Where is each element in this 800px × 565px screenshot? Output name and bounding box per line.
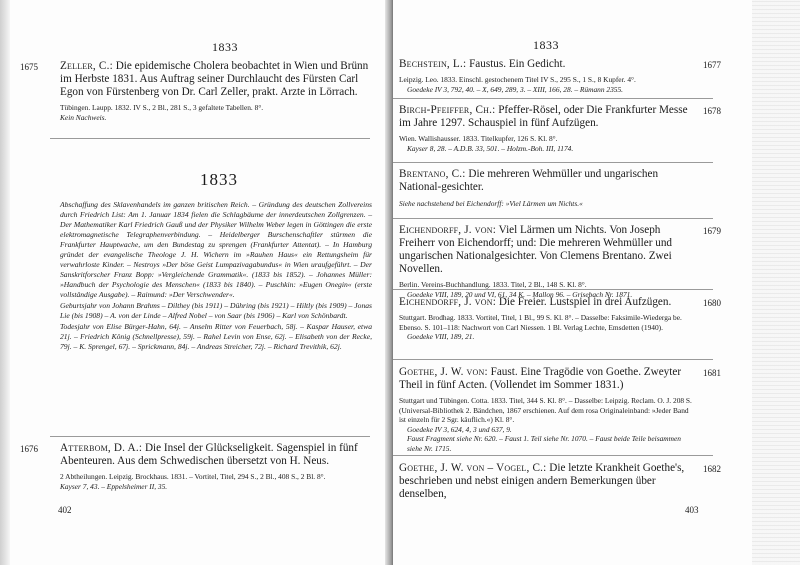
entry-title: Die Insel der Glückseligkeit. Sagenspiel in fünf Abenteuren. Aus dem Schwedischen übersetzt von H. Neus. (60, 442, 358, 467)
entry-1679 (399, 224, 721, 299)
entry-publication: Berlin. Vereins-Buchhandlung. 1833. Titel, 2 Bl., 148 S. Kl. 8°. (399, 280, 587, 289)
right-page (393, 0, 800, 565)
entry-crossref (399, 168, 697, 209)
entry-title: Die Freier. Lustspiel in drei Aufzügen. (498, 296, 672, 308)
deaths-paragraph: Todesjahr von Elise Bürger-Hahn, 64j. – Anselm Ritter von Feuerbach, 58j. – Kaspar Hauser, etwa 21j. – Friedrich König (Schnellpresse), 59j. – Rahel Levin von Ense, 62j. – Elisabeth von der Recke, 79j. – K. Sprengel, 67j. – Sprickmann, 84j. – Andreas Streicher, 72j. – Richard Trevithik, 62j. (60, 322, 372, 351)
entry-title: Faustus. Ein Gedicht. (469, 58, 566, 70)
entry-1682 (399, 462, 721, 501)
entry-1680 (399, 296, 721, 342)
entry-reference: Goedeke VIII, 189, 20 und VI, 61, 34 K. – Mallon 96. – Grisebach Nr. 1871. (407, 289, 633, 299)
entry-author: Goethe, J. W. von: (399, 366, 488, 378)
entry-1681 (399, 366, 721, 454)
year-heading: 1833 (200, 170, 238, 189)
births-paragraph: Geburtsjahr von Johann Brahms – Dilthey (bis 1911) – Dühring (bis 1921) – Hiltly (bis 1909) – Jonas Lie (bis 1908) – A. von der Linde – Alfred Nobel – von Saar (bis 1906) – Karl von Schönbardt. (60, 301, 372, 320)
entry-number: 1675 (20, 62, 38, 72)
entry-number: 1676 (20, 444, 38, 454)
page-edge-shadow (752, 0, 800, 565)
entry-1676 (20, 442, 372, 491)
entry-title: Die mehreren Wehmüller und ungarischen National-gesichter. (399, 168, 659, 193)
entry-publication: Tübingen. Laupp. 1832. IV S., 2 Bl., 281 S., 3 gefaltete Tabellen. 8°. (60, 103, 264, 112)
page-number-right: 403 (685, 505, 699, 515)
entry-author: Zeller, C.: (60, 60, 113, 72)
divider-rule (393, 359, 713, 360)
entry-reference: Siehe nachstehend bei Eichendorff: »Viel Lärmen um Nichts.« (399, 199, 583, 208)
divider-rule (393, 162, 713, 163)
entry-reference: Kein Nachweis. (60, 112, 107, 122)
entry-author: Eichendorff, J. von: (399, 296, 497, 308)
entry-publication: Wien. Wallishausser. 1833. Titelkupfer, 126 S. Kl. 8°. (399, 134, 558, 143)
entry-author: Bechstein, L.: (399, 58, 467, 70)
entry-reference: Goedeke IV 3, 624, 4, 3 und 637, 9. (407, 424, 512, 434)
entry-number: 1682 (703, 464, 721, 474)
running-head-right: 1833 (533, 38, 559, 52)
entry-number: 1679 (703, 226, 721, 236)
entry-reference-extra: Faust Fragment siehe Nr. 620. – Faust 1. Teil siehe Nr. 1070. – Faust beide Teile beisammen siehe Nr. 1715. (407, 434, 681, 453)
page-edge-shadow (0, 0, 10, 565)
entry-author: Eichendorff, J. von: (399, 224, 497, 236)
entry-1678 (399, 104, 721, 153)
divider-rule (50, 138, 370, 139)
entry-reference: Goedeke IV 3, 792, 40. – X, 649, 289, 3. – XIII, 166, 28. – Rümann 2355. (407, 84, 624, 94)
entry-title: Pfeffer-Rösel, oder Die Frankfurter Messe im Jahre 1297. Schauspiel in fünf Aufzügen. (399, 104, 688, 129)
divider-rule (393, 98, 713, 99)
entry-publication: Leipzig. Leo. 1833. Einschl. gestochenem Titel IV S., 295 S., 1 S., 8 Kupfer. 4°. (399, 75, 636, 84)
entry-publication: 2 Abtheilungen. Leipzig. Brockhaus. 1831. – Vortitel, Titel, 294 S., 2 Bl., 408 S., 2 Bl. 8°. (60, 472, 326, 481)
entry-author: Birch-Pfeiffer, Ch.: (399, 104, 496, 116)
entry-author: Goethe, J. W. von – Vogel, C.: (399, 462, 547, 474)
entry-title: Die letzte Krankheit Goethe's, beschrieben und nebst einigen andern Bemerkungen über denselben, (399, 462, 685, 500)
entry-number: 1680 (703, 298, 721, 308)
page-number-left: 402 (58, 505, 72, 515)
entry-author: Brentano, C.: (399, 168, 466, 180)
entry-number: 1677 (703, 60, 721, 70)
divider-rule (50, 436, 370, 437)
entry-number: 1681 (703, 368, 721, 378)
entry-publication: Stuttgart und Tübingen. Cotta. 1833. Titel, 344 S. Kl. 8°. – Dasselbe: Leipzig. Reclam. O. J. 208 S. (Universal-Bibliothek 2. Bändchen, 1867 erschienen. Auf dem rosa Originaleinband: »Jeder Band ist einzeln für 2 Sgr. käuflich.«) Kl. 8°. (399, 396, 692, 425)
entry-1677 (399, 58, 721, 94)
entry-title: Faust. Eine Tragödie von Goethe. Zweyter Theil in fünf Acten. (Vollendet im Sommer 1831.) (399, 366, 682, 391)
entry-publication: Stuttgart. Brodhag. 1833. Vortitel, Titel, 1 Bl., 99 S. Kl. 8°. – Dasselbe: Faksimile-Wiederga be. Ebenso. S. 101–118: Nachwort von Carl Niessen. 1 Bl. Verlag Lechte, Emsdetten (1940). (399, 313, 682, 332)
divider-rule (393, 218, 713, 219)
entry-reference: Goedeke VIII, 189, 21. (407, 332, 475, 342)
left-page (0, 0, 393, 565)
entry-author: Atterbom, D. A.: (60, 442, 143, 454)
running-head-left: 1833 (212, 40, 238, 54)
events-block (60, 200, 372, 353)
events-paragraph: Abschaffung des Sklavenhandels im ganzen britischen Reich. – Gründung des deutschen Zollvereins durch Friedrich List: Am 1. Januar 1834 fielen die Schlagbäume der innerdeutschen Zollgrenzen. – Der Mathematiker Karl Friedrich Gauß und der Physiker Wilhelm Weber legen in Göttingen die erste elektromagnetische Telegraphenverbindung. – Heidelberger Burschenschaftler stürmen die Frankfurter Hauptwache, um den Bundestag zu sprengen (Frankfurter Attentat). – In Hamburg gründet der evangelische Theologe J. H. Wichern im »Rauhen Haus« ein Rettungsheim für verwahrloste Kinder. – Nestroys »Der böse Geist Lumpazivagabundus« in Wien uraufgeführt. – Der Sanskritforscher Franz Bopp: »Vergleichende Grammatik«. (1833 bis 1852). – Johannes Müller: »Handbuch der Psychologie des Menschen« (1833 bis 1840). – Puschkin: »Eugen Onegin« (erste vollständige Ausgabe). – Raimund: »Der Verschwender«. (60, 200, 372, 299)
entry-title: Viel Lärmen um Nichts. Von Joseph Freiherr von Eichendorff; und: Die mehreren Wehmüller und ungarischen Nationalgesichter. Von Clemens Brentano. Zwei Novellen. (399, 224, 673, 275)
entry-number: 1678 (703, 106, 721, 116)
entry-reference: Kayser 8, 28. – A.D.B. 33, 501. – Holzm.-Boh. III, 1174. (407, 143, 574, 153)
entry-title: Die epidemische Cholera beobachtet in Wien und Brünn im Herbste 1831. Aus Auftrag seiner Durchlaucht des Fürsten Carl Egon von Fürstenberg von Dr. Carl Zeller, prakt. Arzte in Lörrach. (60, 60, 369, 98)
divider-rule (393, 455, 713, 456)
entry-reference: Kayser 7, 43. – Eppelsheimer II, 35. (60, 481, 168, 491)
divider-rule (393, 289, 713, 290)
entry-1675 (20, 60, 372, 122)
